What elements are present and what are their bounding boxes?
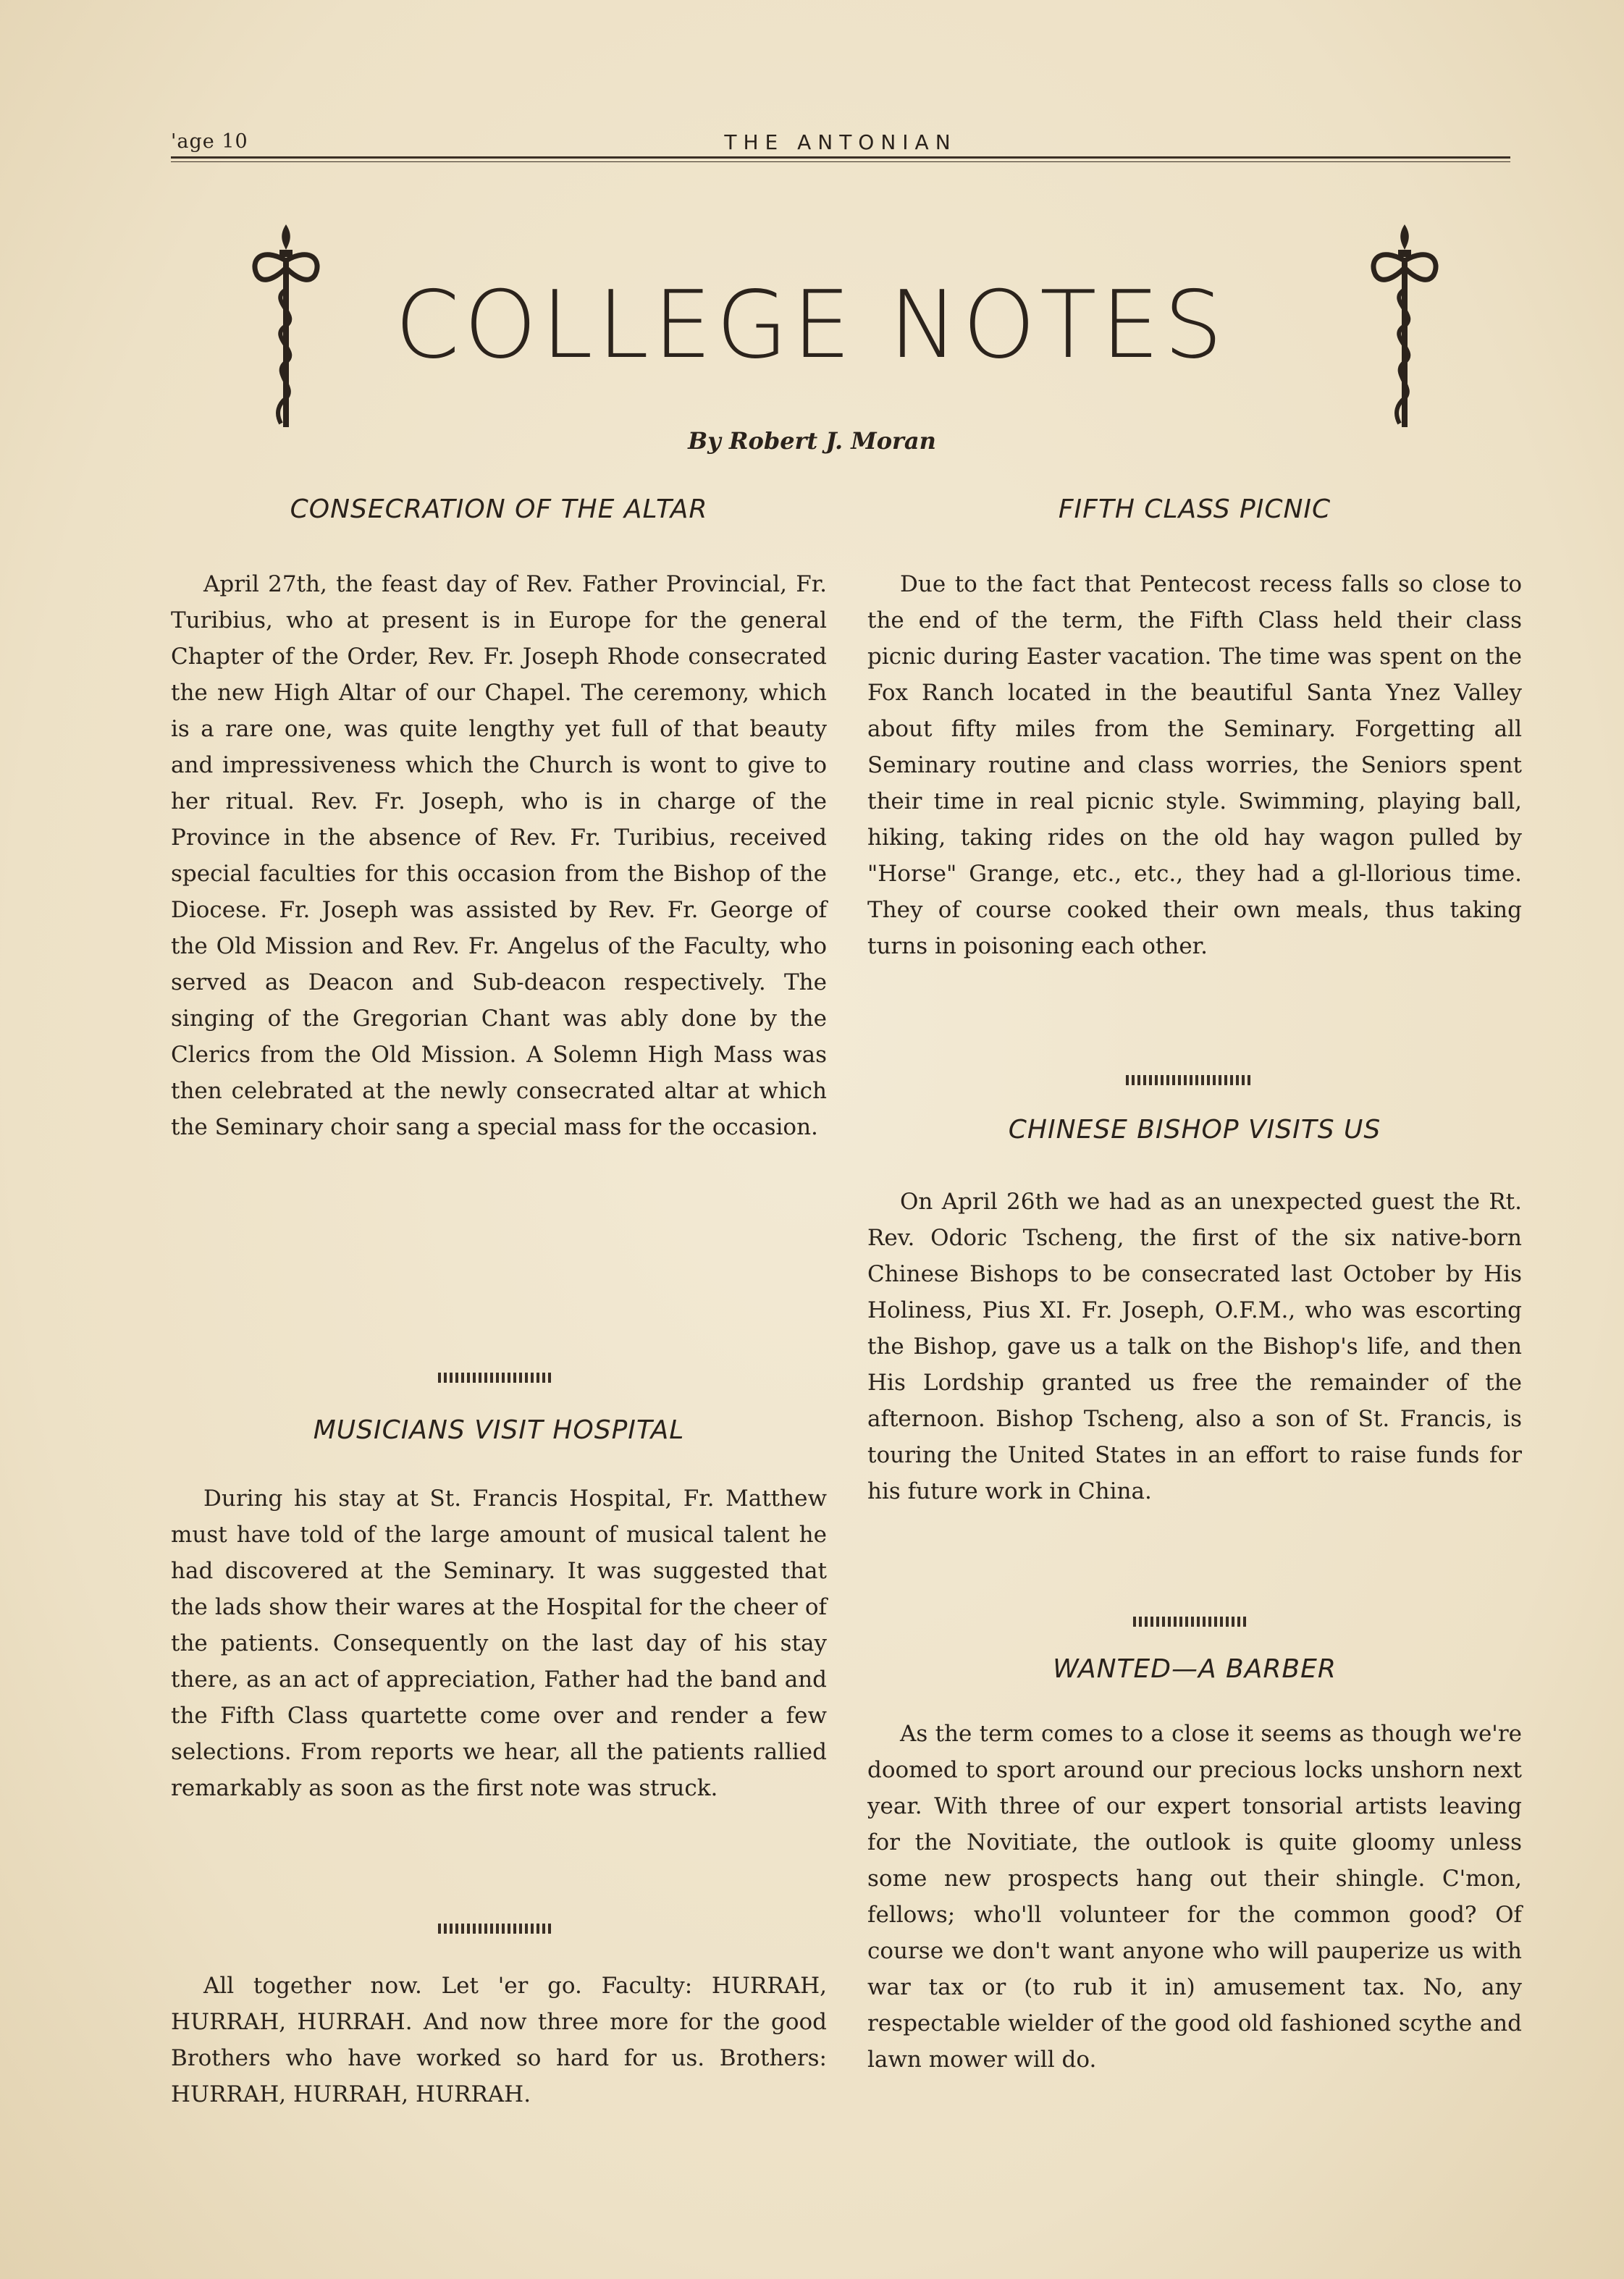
article-heading-bishop: CHINESE BISHOP VISITS US <box>1008 1115 1381 1145</box>
section-divider <box>1133 1617 1249 1627</box>
article-body-bishop: On April 26th we had as an unexpected guest the Rt. Rev. Odoric Tscheng, the first of the six native-born Chinese Bishops to be consecrated last October by His Holiness, Pius XI. Fr. Joseph, O.F.M., who was escorting the Bishop, gave us a talk on the Bishop's life, and then His Lordship granted us free the remainder of the afternoon. Bishop Tscheng, also a son of St. Francis, is touring the United States in an effort to raise funds for his future work in China. <box>867 1189 1522 1504</box>
page-number: 'age 10 <box>171 130 248 153</box>
article-heading-musicians: MUSICIANS VISIT HOSPITAL <box>313 1415 685 1445</box>
article-heading-picnic: FIFTH CLASS PICNIC <box>1058 494 1331 524</box>
byline: By Robert J. Moran <box>688 427 936 455</box>
section-divider <box>438 1373 554 1383</box>
article-body-consecration: April 27th, the feast day of Rev. Father Provincial, Fr. Turibius, who at present is in Europe for the general Chapter of the Order, Rev. Fr. Joseph Rhode consecrated the new High Altar of our Chapel. The ceremony, which is a rare one, was quite lengthy yet full of that beauty and impressiveness which the Church is wont to give to her ritual. Rev. Fr. Joseph, who is in charge of the Province in the absence of Rev. Fr. Turibius, received special faculties for this occasion from the Bishop of the Diocese. Fr. Joseph was assisted by Rev. Fr. George of the Old Mission and Rev. Fr. Angelus of the Faculty, who served as Deacon and Sub-deacon respectively. The singing of the Gregorian Chant was ably done by the Clerics from the Old Mission. A Solemn High Mass was then celebrated at the newly consecrated altar at which the Seminary choir sang a special mass for the occasion. <box>171 571 827 1140</box>
torch-ribbon-ornament-icon <box>1365 217 1444 434</box>
page-title: COLLEGE NOTES <box>395 271 1227 379</box>
section-divider <box>1126 1075 1253 1085</box>
section-divider <box>438 1924 554 1934</box>
running-header <box>171 130 1510 159</box>
article-body-picnic: Due to the fact that Pentecost recess falls so close to the end of the term, the Fifth Class held their class picnic during Easter vacation. The time was spent on the Fox Ranch located in the beautiful Santa Ynez Valley about fifty miles from the Seminary. Forgetting all Seminary routine and class worries, the Seniors spent their time in real picnic style. Swimming, playing ball, hiking, taking rides on the old hay wagon pulled by "Horse" Grange, etc., etc., they had a gl-llorious time. They of course cooked their own meals, thus taking turns in poisoning each other. <box>867 571 1522 959</box>
header-rule-thin <box>171 161 1510 162</box>
article-body-cheer: All together now. Let 'er go. Faculty: HURRAH, HURRAH, HURRAH. And now three more for the good Brothers who have worked so hard for us. Brothers: HURRAH, HURRAH, HURRAH. <box>171 1973 827 2107</box>
article-heading-barber: WANTED—A BARBER <box>1053 1654 1337 1684</box>
journal-title: THE ANTONIAN <box>724 130 957 154</box>
header-rule <box>171 156 1510 159</box>
article-body-musicians: During his stay at St. Francis Hospital, Fr. Matthew must have told of the large amount of musical talent he had discovered at the Seminary. It was suggested that the lads show their wares at the Hospital for the cheer of the patients. Consequently on the last day of his stay there, as an act of appreciation, Father had the band and the Fifth Class quartette come over and render a few selections. From reports we hear, all the patients rallied remarkably as soon as the first note was struck. <box>171 1486 827 1801</box>
article-heading-consecration: CONSECRATION OF THE ALTAR <box>290 494 708 524</box>
torch-ribbon-ornament-icon <box>246 217 326 434</box>
article-body-barber: As the term comes to a close it seems as though we're doomed to sport around our precious locks unshorn next year. With three of our expert tonsorial artists leaving for the Novitiate, the outlook is quite gloomy unless some new prospects hang out their shingle. C'mon, fellows; who'll volunteer for the common good? Of course we don't want anyone who will pauperize us with war tax or (to rub it in) amusement tax. No, any respectable wielder of the good old fashioned scythe and lawn mower will do. <box>867 1721 1522 2073</box>
